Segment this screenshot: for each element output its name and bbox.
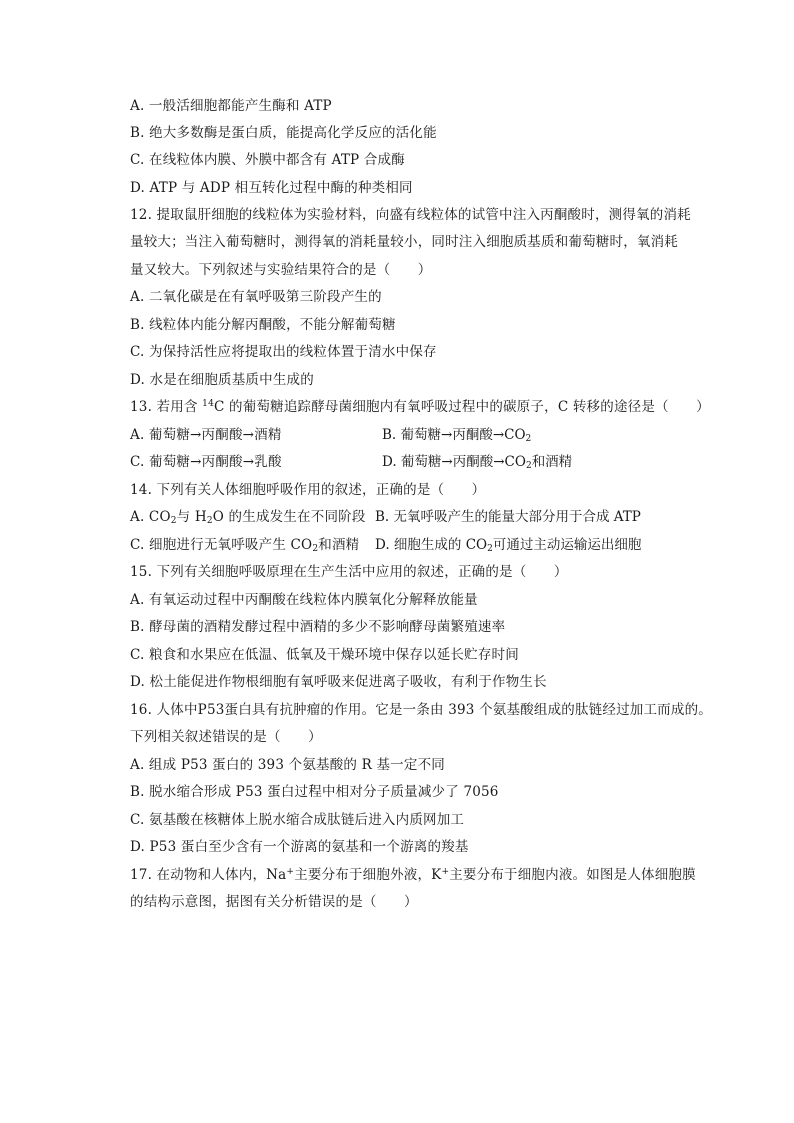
q12-stem-line1: 12. 提取鼠肝细胞的线粒体为实验材料，向盛有线粒体的试管中注入丙酮酸时，测得氧的消耗 — [130, 207, 691, 223]
q16-option-b: B. 脱水缩合形成 P53 蛋白过程中相对分子质量减少了 7056 — [130, 784, 499, 800]
q15-option-d: D. 松土能促进作物根细胞有氧呼吸来促进离子吸收，有利于作物生长 — [130, 674, 547, 690]
q13-stem — [130, 398, 710, 416]
q14-option-d-text2: 可通过主动运输运出细胞 — [492, 537, 642, 553]
q14-option-a-text3: O 的生成发生在不同阶段 — [212, 509, 366, 525]
q13-option-d-sub: 2 — [525, 461, 532, 471]
q11-option-c: C. 在线粒体内膜、外膜中都含有 ATP 合成酶 — [130, 152, 405, 168]
q17-stem-text2: 主要分布于细胞外液，K — [294, 867, 442, 883]
q16-option-c: C. 氨基酸在核糖体上脱水缩合成肽链后进入内质网加工 — [130, 812, 465, 828]
q16-option-d: D. P53 蛋白至少含有一个游离的氨基和一个游离的羧基 — [130, 839, 469, 855]
q13-option-b — [382, 426, 531, 444]
q14-option-a-sub2: 2 — [206, 516, 213, 526]
q13-option-d — [382, 453, 572, 471]
q13-option-d-post: 和酒精 — [531, 454, 573, 470]
q14-option-d-sub: 2 — [487, 544, 493, 554]
q11-option-a: A. 一般活细胞都能产生酶和 ATP — [130, 98, 332, 114]
q13-option-c: C. 葡萄糖→丙酮酸→乳酸 — [130, 454, 282, 470]
q13-option-b-text: B. 葡萄糖→丙酮酸→CO — [382, 427, 526, 443]
q17-stem-sup2: + — [441, 867, 450, 877]
q14-option-a-text1: A. CO — [130, 509, 171, 525]
q11-option-b: B. 绝大多数酶是蛋白质，能提高化学反应的活化能 — [130, 125, 437, 141]
q13-stem-pre: 13. 若用含 — [130, 399, 203, 415]
q17-stem-sup1: + — [286, 867, 295, 877]
q12-option-d: D. 水是在细胞质基质中生成的 — [130, 372, 314, 388]
q17-stem-text1: 17. 在动物和人体内，Na — [130, 867, 287, 883]
q14-option-a — [130, 508, 366, 526]
q16-option-a: A. 组成 P53 蛋白的 393 个氨基酸的 R 基一定不同 — [130, 757, 445, 773]
q14-option-d-text1: D. 细胞生成的 CO — [375, 537, 488, 553]
q12-stem-line3: 量又较大。下列叙述与实验结果符合的是（ ） — [130, 262, 432, 278]
q16-stem-line1: 16. 人体中P53蛋白具有抗肿瘤的作用。它是一条由 393 个氨基酸组成的肽链经过加工而成的。 — [130, 702, 712, 718]
q12-stem-line2: 量较大；当注入葡萄糖时，测得氧的消耗量较小，同时注入细胞质基质和葡萄糖时，氧消耗 — [130, 234, 678, 250]
q13-option-d-text: D. 葡萄糖→丙酮酸→CO — [382, 454, 526, 470]
q17-stem-line1 — [130, 866, 696, 884]
q13-option-a: A. 葡萄糖→丙酮酸→酒精 — [130, 427, 282, 443]
q12-option-a: A. 二氧化碳是在有氧呼吸第三阶段产生的 — [130, 289, 382, 305]
q15-option-b: B. 酵母菌的酒精发酵过程中酒精的多少不影响酵母菌繁殖速率 — [130, 619, 506, 635]
q13-option-b-sub: 2 — [525, 434, 532, 444]
q17-stem-text3: 主要分布于细胞内液。如图是人体细胞膜 — [449, 867, 696, 883]
q12-option-b: B. 线粒体内能分解丙酮酸，不能分解葡萄糖 — [130, 317, 396, 333]
q14-option-a-sub1: 2 — [170, 516, 177, 526]
q15-option-a: A. 有氧运动过程中丙酮酸在线粒体内膜氧化分解释放能量 — [130, 592, 478, 608]
q14-option-a-text2: 与 H — [176, 509, 207, 525]
q13-stem-isotope: 14 — [202, 399, 215, 409]
q11-option-d: D. ATP 与 ADP 相互转化过程中酶的种类相同 — [130, 180, 413, 196]
q15-option-c: C. 粮食和水果应在低温、低氧及干燥环境中保存以延长贮存时间 — [130, 647, 519, 663]
q16-stem-line2: 下列相关叙述错误的是（ ） — [130, 729, 322, 745]
q14-option-c-text1: C. 细胞进行无氧呼吸产生 CO — [130, 537, 313, 553]
q12-option-c: C. 为保持活性应将提取出的线粒体置于清水中保存 — [130, 344, 437, 360]
q17-stem-line2: 的结构示意图，据图有关分析错误的是（ ） — [130, 894, 418, 910]
q15-stem: 15. 下列有关细胞呼吸原理在生产生活中应用的叙述，正确的是（ ） — [130, 564, 568, 580]
q14-stem: 14. 下列有关人体细胞呼吸作用的叙述，正确的是（ ） — [130, 482, 486, 498]
q14-option-d — [375, 536, 641, 554]
q14-option-c-text2: 和酒精 — [318, 537, 360, 553]
q14-option-c — [130, 536, 359, 554]
q14-option-b: B. 无氧呼吸产生的能量大部分用于合成 ATP — [375, 509, 641, 525]
q13-stem-post: C 的葡萄糖追踪酵母菌细胞内有氧呼吸过程中的碳原子，C 转移的途径是（ ） — [214, 399, 710, 415]
q14-option-c-sub: 2 — [312, 544, 319, 554]
